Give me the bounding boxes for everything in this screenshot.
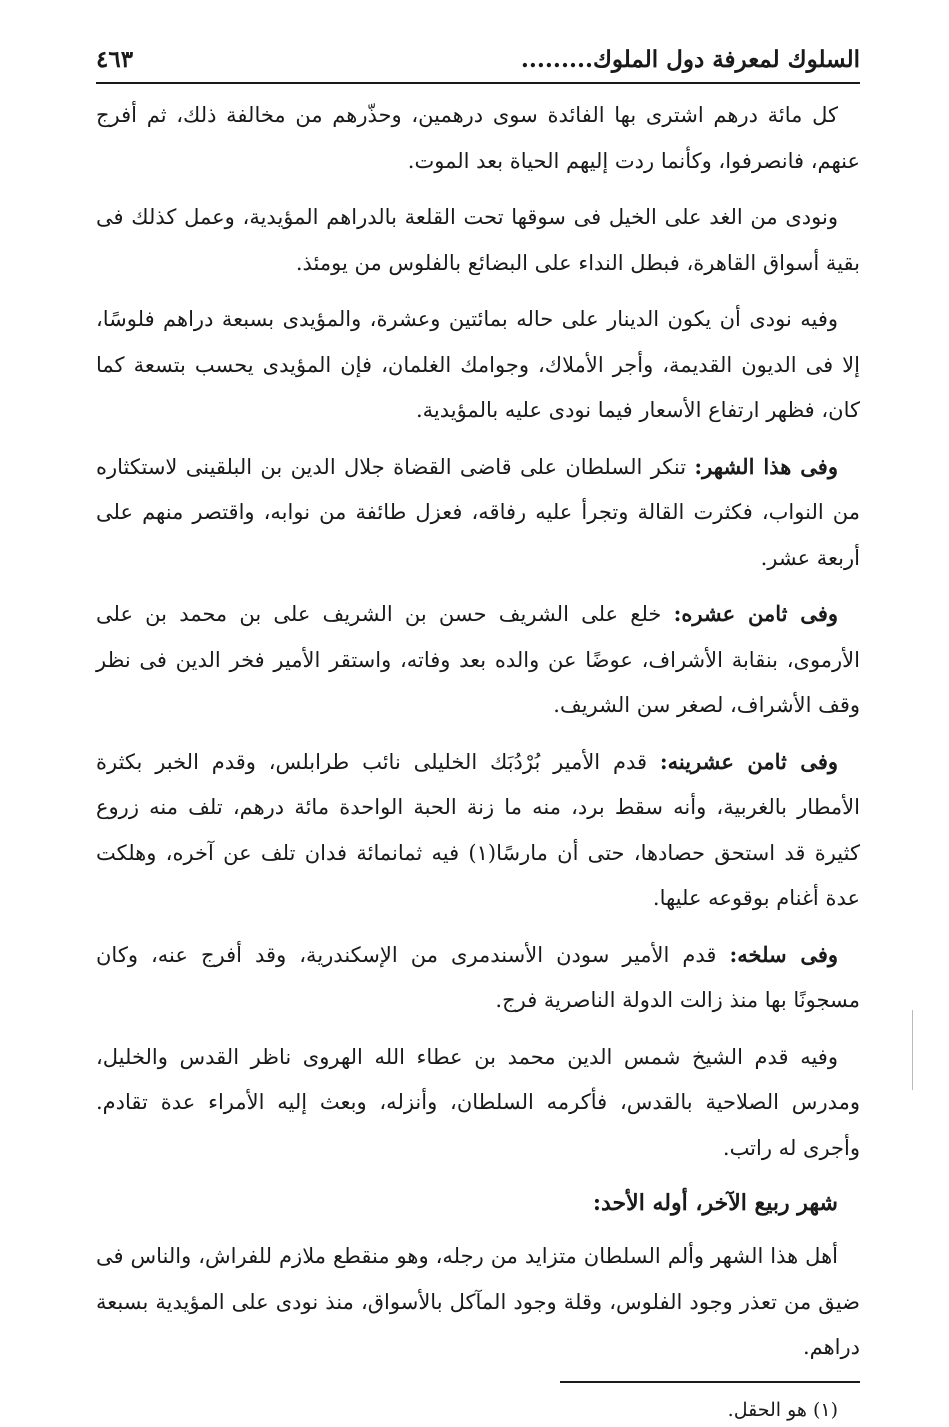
paragraph-6 — [96, 739, 860, 922]
section-heading: شهر ربيع الآخر، أوله الأحد: — [592, 1190, 838, 1216]
paragraph-text: وفيه نودى أن يكون الدينار على حاله بمائتين وعشرة، والمؤيدى بسبعة دراهم فلوسًا، إلا فى الديون القديمة، وأجر الأملاك، وجوامك الغلمان، فإن المؤيدى يحسب بتسعة كما كان، فظهر ارتفاع الأسعار فيما نودى عليه بالمؤيدية. — [96, 307, 860, 422]
paragraph-lead: وفى ثامن عشرينه: — [659, 748, 838, 774]
paragraph-lead: وفى سلخه: — [729, 941, 838, 967]
paragraph-text: خلع على الشريف حسن بن الشريف على بن محمد بن على الأرموى، بنقابة الأشراف، عوضًا عن والده بعد وفاته، واستقر الأمير فخر الدين فى نظر وقف الأشراف، لصغر سن الشريف. — [96, 602, 860, 717]
paragraph-4 — [96, 444, 860, 582]
paragraph-text: قدم الأمير سودن الأسندمرى من الإسكندرية، وقد أفرج عنه، وكان مسجونًا بها منذ زالت الدولة الناصرية فرج. — [96, 942, 860, 1012]
paragraph-7 — [96, 932, 860, 1024]
closing-paragraph: أهل هذا الشهر وألم السلطان متزايد من رجله، وهو منقطع ملازم للفراش، والناس فى ضيق من تعذر وجود الفلوس، وقلة وجود المآكل بالأسواق، منذ نودى على المؤيدية بسبعة دراهم. — [96, 1244, 860, 1359]
running-title: السلوك لمعرفة دول الملوك......... — [520, 46, 860, 73]
scan-edge-mark — [912, 1010, 913, 1090]
paragraph-1 — [96, 92, 860, 184]
paragraph-text: تنكر السلطان على قاضى القضاة جلال الدين بن البلقينى لاستكثاره من النواب، فكثرت القالة وتجرأ عليه رفاقه، فعزل طائفة من نوابه، واقتصر منهم على أربعة عشر. — [96, 454, 860, 570]
book-page — [96, 40, 860, 1427]
paragraph-5 — [96, 591, 860, 729]
paragraph-text: قدم الأمير بُرْدُبَك الخليلى نائب طرابلس، وقدم الخبر بكثرة الأمطار بالغربية، وأنه سقط برد، منه ما زنة الحبة الواحدة مائة درهم، تلف منه زروع كثيرة قد استحق حصادها، حتى أن مارسًا(١) فيه ثمانمائة فدان تلف عن آخره، وهلكت عدة أغنام بوقوعه عليها. — [96, 749, 860, 910]
paragraph-lead: وفى ثامن عشره: — [673, 601, 838, 626]
paragraph-text: كل مائة درهم اشترى بها الفائدة سوى درهمين، وحذّرهم من مخالفة ذلك، ثم أفرج عنهم، فانصرفوا، وكأنما ردت إليهم الحياة بعد الموت. — [96, 103, 860, 173]
footnote-divider — [560, 1381, 860, 1383]
footnote: (١) هو الحقل. — [727, 1398, 838, 1421]
paragraph-lead: وفى هذا الشهر: — [694, 453, 838, 479]
paragraph-text: وفيه قدم الشيخ شمس الدين محمد بن عطاء الله الهروى ناظر القدس والخليل، ومدرس الصلاحية بالقدس، فأكرمه السلطان، وأنزله، وبعث إليه الأمراء عدة تقادم. وأجرى له راتب. — [96, 1044, 860, 1160]
page-header — [96, 40, 860, 84]
paragraph-text: ونودى من الغد على الخيل فى سوقها تحت القلعة بالدراهم المؤيدية، وعمل كذلك فى بقية أسواق القاهرة، فبطل النداء على البضائع بالفلوس من يومئذ. — [96, 205, 860, 275]
page-number: ٤٦٣ — [96, 46, 134, 73]
paragraph-8 — [96, 1034, 860, 1172]
paragraph-3 — [96, 296, 860, 434]
paragraph-2 — [96, 194, 860, 286]
